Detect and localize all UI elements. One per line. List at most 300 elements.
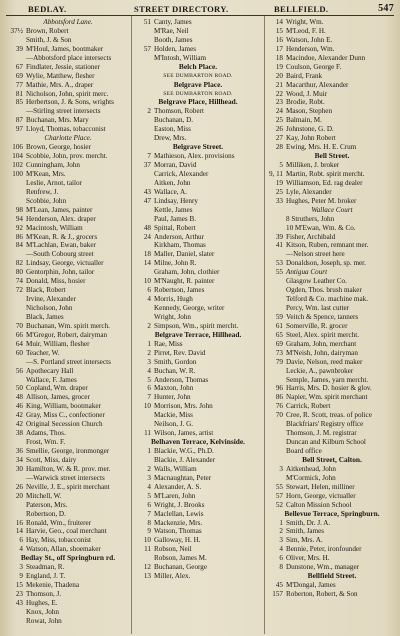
entry-text: Aitkenhead, John: [286, 464, 336, 473]
house-number: 10: [143, 536, 151, 545]
house-number: 41: [275, 241, 283, 250]
house-number: 53: [275, 259, 283, 268]
house-number: 80: [15, 268, 23, 277]
directory-entry: [134, 367, 262, 376]
directory-entry: [266, 554, 398, 563]
directory-entry: [6, 590, 130, 599]
directory-entry: [134, 510, 262, 519]
directory-entry: [134, 170, 262, 179]
directory-entry: [266, 331, 398, 340]
house-number: 98: [15, 205, 23, 214]
house-number: 70: [275, 411, 283, 420]
house-number: 43: [143, 187, 151, 196]
house-number: 20: [275, 71, 283, 80]
entry-text: Williamson, Ed. rag dealer: [286, 178, 363, 187]
entry-text: Calton Mission School: [286, 500, 352, 509]
directory-entry: [134, 527, 262, 536]
entry-text: Robson, James M.: [154, 554, 207, 563]
entry-text: Martin, Robt. spirit mercht.: [286, 169, 365, 178]
entry-text: Harris, Mrs. D. hosier & glov.: [286, 384, 372, 393]
directory-entry: [6, 63, 130, 72]
entry-text: Adams, Thos.: [26, 429, 66, 438]
entry-text: Steadman, R.: [26, 563, 65, 572]
entry-text: Sim, Mrs. A.: [286, 536, 323, 545]
entry-text: Carrick, Robert: [286, 402, 331, 411]
house-number: 33: [275, 196, 283, 205]
house-number: 13: [143, 572, 151, 581]
entry-text: M'Houl, James, bootmaker: [26, 44, 104, 53]
entry-text: M'Intosh, William: [154, 53, 207, 62]
directory-entry: [6, 492, 130, 501]
house-number: 21: [275, 80, 283, 89]
directory-entry: [134, 420, 262, 429]
directory-entry: [6, 36, 130, 45]
entry-text: —Warwick street intersects: [26, 473, 105, 482]
entry-text: Muir, William, flesher: [26, 339, 90, 348]
directory-entry: [6, 572, 130, 581]
entry-text: Rae, Miss: [154, 339, 183, 348]
entry-text: Gray, Miss C., confectioner: [26, 411, 105, 420]
street-heading: Abbotsford Lane.: [43, 18, 93, 26]
directory-entry: [6, 393, 130, 402]
entry-text: Holden, James: [154, 44, 197, 53]
directory-entry: [6, 107, 130, 116]
directory-entry: [134, 36, 262, 45]
directory-entry: [6, 233, 130, 242]
house-number: 73: [275, 348, 283, 357]
directory-entry: [6, 125, 130, 134]
street-heading: Belgrave Place, Hillhead.: [158, 97, 238, 107]
header-right: BELLFIELD.: [274, 4, 329, 14]
entry-text: Frost, Wm. F.: [26, 438, 66, 447]
entry-text: Harvie, Geo., coal merchant: [26, 527, 107, 536]
directory-entry: [134, 456, 262, 465]
entry-text: Brown, Robert: [26, 26, 69, 35]
entry-text: Wylie, Matthew, flesher: [26, 71, 95, 80]
house-number: 18: [143, 250, 151, 259]
house-number: 3: [147, 473, 151, 482]
entry-text: Wright, Wm.: [286, 18, 324, 26]
entry-text: M'Lean, James, painter: [26, 205, 93, 214]
entry-text: Apothecary Hall: [26, 366, 74, 375]
entry-text: Mitchell, W.: [26, 491, 62, 500]
header-rule: [6, 15, 394, 16]
directory-entry: [266, 98, 398, 107]
directory-entry: [6, 152, 130, 161]
entry-text: 8 Struthers, John: [286, 214, 335, 223]
directory-entry: [6, 98, 130, 107]
house-number: 28: [275, 143, 283, 152]
house-number: 82: [15, 259, 23, 268]
directory-entry: [6, 536, 130, 545]
directory-entry: [6, 358, 130, 367]
directory-entry: [134, 563, 262, 572]
entry-text: Somerville, R. grocer: [286, 321, 348, 330]
house-number: 22: [275, 89, 283, 98]
directory-entry: [6, 224, 130, 233]
house-number: 72: [15, 286, 23, 295]
entry-text: Duncan and Kilburn School: [286, 438, 366, 447]
directory-entry: [266, 277, 398, 286]
directory-entry: [134, 286, 262, 295]
entry-text: King, William, bootmaker: [26, 402, 101, 411]
entry-text: Hamilton, W. & R. prov. mer.: [26, 464, 111, 473]
directory-entry: [266, 188, 398, 197]
entry-text: Cunningham, John: [26, 161, 80, 169]
entry-text: Wallace, A.: [154, 187, 187, 196]
directory-entry: [266, 286, 398, 295]
directory-entry: [134, 501, 262, 510]
entry-text: Lindsay, George, victualler: [26, 259, 104, 268]
directory-entry: [266, 322, 398, 331]
entry-text: Kettle, James: [154, 205, 193, 214]
directory-entry: [266, 72, 398, 81]
entry-text: Lindsay, Henry: [154, 196, 198, 205]
directory-entry: [6, 179, 130, 188]
house-number: 15: [275, 26, 283, 35]
entry-text: Balmain, M.: [286, 116, 322, 125]
entry-text: Brodie, Robt.: [286, 98, 325, 107]
street-heading: Bell Street, Calton.: [302, 454, 362, 464]
house-number: 9: [147, 527, 151, 536]
entry-text: Wright, John: [154, 312, 191, 321]
directory-entry: [6, 581, 130, 590]
house-number: 43: [15, 598, 23, 607]
entry-text: Graham, John, merchant: [286, 339, 357, 348]
directory-entry: [6, 420, 130, 429]
directory-entry: [266, 161, 398, 170]
directory-entry: [6, 501, 130, 510]
directory-entry: [266, 179, 398, 188]
house-number: 23: [15, 590, 23, 598]
directory-entry: [6, 188, 130, 197]
directory-entry: [266, 376, 398, 385]
directory-entry: [134, 161, 262, 170]
entry-text: Donald, Miss, hosier: [26, 277, 86, 286]
street-heading: Belgrave Terrace, Hillhead.: [154, 329, 242, 339]
house-number: 17: [275, 44, 283, 53]
directory-entry: [266, 295, 398, 304]
entry-text: M'Lachlan, Ewan, baker: [26, 241, 96, 250]
house-number: 26: [15, 482, 23, 491]
directory-entry: [134, 536, 262, 545]
entry-text: Hughes, E.: [26, 598, 58, 607]
directory-entry: [266, 483, 398, 492]
directory-entry: [6, 197, 130, 206]
house-number: 3: [19, 563, 23, 572]
house-number: 9: [19, 572, 23, 581]
entry-text: Wilson, James, artist: [154, 429, 214, 438]
directory-entry: [6, 608, 130, 617]
entry-text: Robertson, D.: [26, 509, 66, 518]
street-heading: Bedlay St., off Springburn rd.: [20, 553, 116, 563]
house-number: 12: [143, 563, 151, 572]
page-header: [6, 4, 394, 15]
directory-entry: [266, 45, 398, 54]
directory-entry: [134, 250, 262, 259]
directory-entry: [134, 215, 262, 224]
directory-entry: [266, 125, 398, 134]
directory-entry: [134, 233, 262, 242]
entry-text: Glasgow Leather Co.: [286, 277, 347, 286]
entry-text: Veitch & Spence, tanners: [286, 312, 359, 321]
column-1: [6, 18, 130, 626]
house-number: 51: [143, 18, 151, 26]
entry-text: Horn, George, victualler: [286, 491, 356, 500]
house-number: 3: [147, 357, 151, 366]
directory-entry: [266, 107, 398, 116]
entry-text: Oliver, Mrs. H.: [286, 554, 330, 563]
entry-text: Scobbie, John: [26, 196, 67, 205]
entry-text: —Abbotsford place intersects: [26, 53, 112, 62]
entry-text: Napier, Wm. spirit merchant: [286, 393, 368, 402]
house-number: 57: [143, 44, 151, 53]
entry-text: England, J. T.: [26, 572, 66, 581]
house-number: 66: [15, 330, 23, 339]
directory-entry: [266, 545, 398, 554]
house-number: 42: [15, 420, 23, 429]
entry-text: Irvine, Alexander: [26, 295, 76, 304]
house-number: 39: [15, 44, 23, 53]
street-heading: Belhaven Terrace, Kelvinside.: [150, 437, 246, 447]
entry-text: Morris, Hugh: [154, 295, 193, 304]
house-number: 24: [275, 107, 283, 116]
house-number: 56: [15, 366, 23, 375]
directory-entry: [266, 134, 398, 143]
directory-entry: [6, 277, 130, 286]
directory-entry: [134, 474, 262, 483]
directory-entry: [266, 197, 398, 206]
house-number: 86: [275, 393, 283, 402]
street-heading: SEE DUMBARTON ROAD.: [163, 90, 233, 97]
directory-entry: [266, 250, 398, 259]
house-number: 57: [275, 491, 283, 500]
entry-text: —S. Portland street intersects: [26, 357, 111, 366]
directory-entry: [134, 27, 262, 36]
directory-entry: [266, 116, 398, 125]
house-number: 55: [275, 482, 283, 491]
entry-text: Miller, Alex.: [154, 572, 191, 581]
entry-text: Henderson, Alex. draper: [26, 214, 96, 223]
entry-text: Pirret, Rev. David: [154, 348, 206, 357]
house-number: 11: [144, 429, 151, 438]
entry-text: Scobbie, John, prov. mercht.: [26, 152, 108, 161]
entry-text: Lloyd, Thomas, tobacconist: [26, 125, 106, 134]
directory-entry: [266, 224, 398, 233]
entry-text: M'Gregor, Robert, dairyman: [26, 330, 108, 339]
entry-text: Hay, Miss, tobacconist: [26, 536, 91, 545]
house-number: 45: [275, 581, 283, 590]
directory-entry: [6, 215, 130, 224]
house-number: 97: [15, 125, 23, 134]
directory-entry: [266, 474, 398, 483]
entry-text: Thomson, Robert: [154, 107, 204, 116]
entry-text: Wallace, F. James: [26, 375, 77, 384]
directory-entry: [266, 581, 398, 590]
directory-entry: [6, 617, 130, 626]
entry-text: Aitken, John: [154, 178, 191, 187]
directory-entry: [266, 304, 398, 313]
directory-entry: [266, 358, 398, 367]
directory-entry: [134, 519, 262, 528]
entry-text: M'Kean, Mrs.: [26, 169, 66, 178]
directory-entry: [6, 304, 130, 313]
entry-text: Ronald, Wm., fruiterer: [26, 518, 92, 527]
directory-entry: [266, 90, 398, 99]
directory-entry: [6, 259, 130, 268]
house-number: 14: [143, 259, 151, 268]
entry-text: Watson, Allan, shoemaker: [26, 545, 101, 554]
house-number: 42: [15, 411, 23, 420]
house-number: 18: [275, 53, 283, 62]
directory-entry: [6, 376, 130, 385]
house-number: 39: [275, 232, 283, 241]
house-number: 6: [147, 500, 151, 509]
directory-entry: [266, 527, 398, 536]
entry-text: Baird, Frank: [286, 71, 323, 80]
house-number: 5: [147, 491, 151, 500]
directory-entry: [266, 313, 398, 322]
directory-entry: [134, 393, 262, 402]
house-number: 46: [15, 402, 23, 411]
entry-text: Leckie, A., pawnbroker: [286, 366, 354, 375]
entry-text: Kay, John Robert: [286, 134, 336, 143]
directory-entry: [6, 447, 130, 456]
house-number: 14: [15, 527, 23, 536]
directory-entry: [6, 161, 130, 170]
entry-text: Nicholson, John, spirit merc.: [26, 89, 109, 98]
directory-entry: [6, 331, 130, 340]
entry-text: Original Secession Church: [26, 420, 103, 429]
directory-entry: [6, 313, 130, 322]
house-number: 50: [15, 384, 23, 393]
house-number: 52: [275, 500, 283, 509]
directory-entry: [6, 599, 130, 608]
entry-text: Knox, John: [26, 607, 59, 616]
street-heading: Belgrave Street.: [172, 142, 224, 152]
entry-text: Mackenzie, Mrs.: [154, 518, 203, 527]
house-number: 47: [143, 196, 151, 205]
house-number: 102: [12, 161, 23, 169]
entry-text: Paterson, Mrs.: [26, 500, 68, 509]
house-number: 3: [279, 464, 283, 473]
house-number: 4: [147, 482, 151, 491]
directory-entry: [134, 483, 262, 492]
directory-entry: [134, 107, 262, 116]
directory-entry: [134, 277, 262, 286]
entry-text: Neville, J. E., spirit merchant: [26, 482, 110, 491]
house-number: 76: [275, 402, 283, 411]
header-left: BEDLAY.: [28, 4, 67, 14]
house-number: 34: [15, 455, 23, 464]
directory-entry: [6, 429, 130, 438]
house-number: 7: [147, 393, 151, 402]
directory-entry: [266, 27, 398, 36]
entry-text: Thomson, J.: [26, 590, 62, 598]
directory-entry: [134, 268, 262, 277]
entry-text: Mackie, Miss: [154, 411, 193, 420]
entry-text: Maclellan, Lewis: [154, 509, 204, 518]
column-2: [134, 18, 262, 581]
entry-text: —South Cobourg street: [26, 250, 94, 259]
directory-entry: [6, 143, 130, 152]
entry-text: Milne, John R.: [154, 259, 197, 268]
column-3: [266, 18, 398, 599]
entry-text: Galloway, H. H.: [154, 536, 201, 545]
directory-entry: [6, 384, 130, 393]
house-number: 85: [15, 98, 23, 107]
house-number: 37: [143, 161, 151, 169]
house-number: 4: [147, 366, 151, 375]
directory-entry: [6, 116, 130, 125]
directory-entry: [134, 206, 262, 215]
house-number: 60: [15, 348, 23, 357]
entry-text: Smith, Gordon: [154, 357, 197, 366]
entry-text: Stewart, Helen, milliner: [286, 482, 355, 491]
entry-text: Simpson, Wm., spirit mercht.: [154, 321, 239, 330]
house-number: 69: [275, 339, 283, 348]
house-number: 5: [147, 375, 151, 384]
directory-entry: [266, 233, 398, 242]
street-heading: Bellfield Street.: [307, 571, 357, 581]
entry-text: Blackie, J. Alexander: [154, 455, 216, 464]
entry-text: Bennie, Peter, ironfounder: [286, 545, 362, 554]
house-number: 7: [147, 509, 151, 518]
house-number: 4: [147, 295, 151, 304]
directory-entry: [134, 188, 262, 197]
house-number: 27: [275, 134, 283, 143]
house-number: 1: [279, 518, 283, 527]
directory-entry: [134, 295, 262, 304]
directory-entry: [266, 465, 398, 474]
house-number: 25: [275, 187, 283, 196]
house-number: 11: [144, 545, 151, 554]
entry-text: Anderson, Thomas: [154, 375, 209, 384]
house-number: 61: [275, 321, 283, 330]
directory-entry: [134, 241, 262, 250]
directory-entry: [266, 420, 398, 429]
house-number: 6: [147, 286, 151, 295]
house-number: 2: [147, 321, 151, 330]
entry-text: Mason, Stephen: [286, 107, 333, 116]
directory-entry: [266, 590, 398, 599]
entry-text: Macarthur, Alexander: [286, 80, 349, 89]
entry-text: Buchanan, George: [154, 563, 208, 572]
directory-entry: [6, 54, 130, 63]
entry-text: Spittal, Robert: [154, 223, 196, 232]
house-number: 157: [272, 590, 283, 598]
house-number: 30: [15, 464, 23, 473]
directory-entry: [134, 340, 262, 349]
street-heading: Charlotte Place.: [44, 134, 92, 143]
house-number: 25: [275, 116, 283, 125]
entry-text: M'Laren, John: [154, 491, 196, 500]
entry-text: Drew, Mrs.: [154, 134, 187, 143]
entry-text: Kennedy, George, writer: [154, 304, 225, 312]
entry-text: Booth, James: [154, 35, 193, 44]
entry-text: Morran, David: [154, 161, 197, 169]
directory-entry: [6, 241, 130, 250]
directory-entry: [266, 402, 398, 411]
house-number: 2: [147, 348, 151, 357]
house-number: 77: [15, 80, 23, 89]
entry-text: Steel, Alex. spirit mercht.: [286, 330, 359, 339]
house-number: 5: [279, 161, 283, 169]
directory-entry: [134, 376, 262, 385]
house-number: 24: [143, 232, 151, 241]
entry-text: Walls, William: [154, 464, 197, 473]
house-number: 1: [147, 447, 151, 455]
